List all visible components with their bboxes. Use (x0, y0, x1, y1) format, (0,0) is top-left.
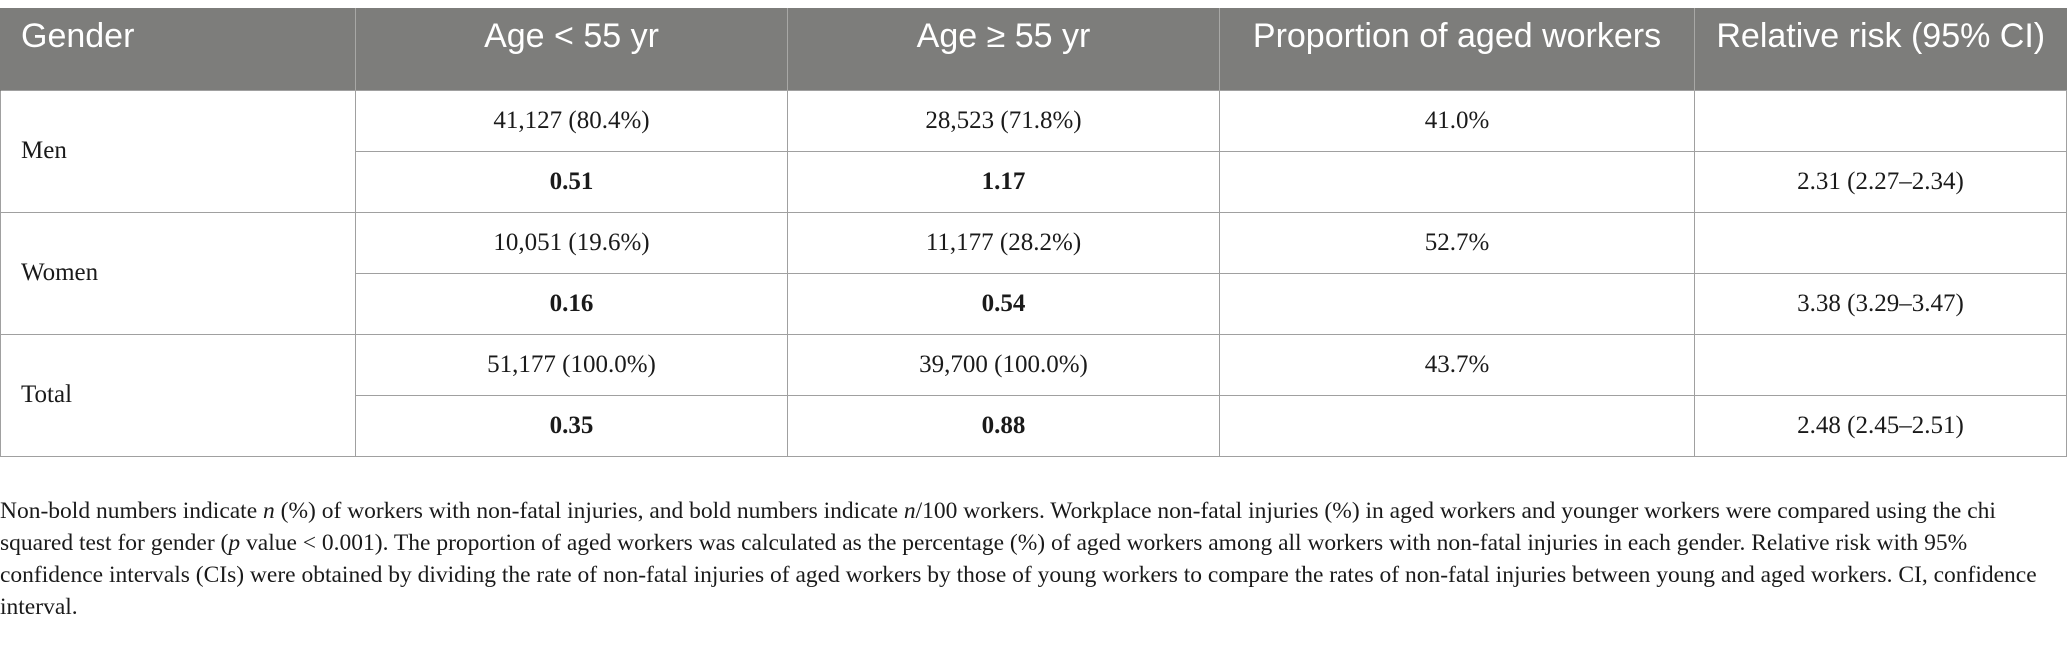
footnote-italic-n: n (903, 498, 916, 524)
count-55-plus: 28,523 (71.8%) (788, 90, 1220, 151)
table-footnote (0, 495, 2050, 623)
header-gender: Gender (1, 8, 356, 90)
header-proportion-aged: Proportion of aged workers (1220, 8, 1695, 90)
proportion-aged: 41.0% (1220, 90, 1695, 151)
header-age-55-plus: Age ≥ 55 yr (788, 8, 1220, 90)
count-55-plus: 11,177 (28.2%) (788, 212, 1220, 273)
proportion-aged: 43.7% (1220, 334, 1695, 395)
gender-label: Women (1, 212, 356, 334)
rate-55-plus: 0.88 (788, 395, 1220, 456)
relative-risk-empty (1695, 90, 2067, 151)
proportion-empty (1220, 395, 1695, 456)
table-row (1, 334, 2067, 395)
footnote-italic-n: n (263, 498, 275, 524)
rate-55-plus: 0.54 (788, 273, 1220, 334)
relative-risk-empty (1695, 212, 2067, 273)
footnote-italic-p: p (228, 530, 241, 556)
gender-label: Men (1, 90, 356, 212)
relative-risk: 3.38 (3.29–3.47) (1695, 273, 2067, 334)
footnote-text: Non-bold numbers indicate (0, 498, 264, 524)
count-under-55: 41,127 (80.4%) (356, 90, 788, 151)
injury-table (0, 8, 2067, 457)
relative-risk: 2.31 (2.27–2.34) (1695, 151, 2067, 212)
rate-55-plus: 1.17 (788, 151, 1220, 212)
footnote-text: value < 0.001). The proportion of aged workers was calculated as the percentage (%) of aged workers among all workers with non-fatal injuries in each gender. Relative risk with 95% confidence intervals (CIs) were obtained by dividing the rate of non-fatal injuries of aged workers by those of young workers to compare the rates of non-fatal injuries between young and aged workers. CI, confidence interval. (0, 530, 2037, 620)
proportion-empty (1220, 151, 1695, 212)
footnote-text: (%) of workers with non-fatal injuries, and bold numbers indicate (274, 498, 904, 524)
gender-label: Total (1, 334, 356, 456)
header-age-under-55: Age < 55 yr (356, 8, 788, 90)
footnote-text: /100 workers. Workplace non-fatal injuries (%) in aged workers and younger workers were compared using the chi squared test for gender ( (0, 498, 1996, 556)
relative-risk-empty (1695, 334, 2067, 395)
count-55-plus: 39,700 (100.0%) (788, 334, 1220, 395)
header-relative-risk: Relative risk (95% CI) (1695, 8, 2067, 90)
rate-under-55: 0.35 (356, 395, 788, 456)
relative-risk: 2.48 (2.45–2.51) (1695, 395, 2067, 456)
table-row (1, 90, 2067, 151)
rate-under-55: 0.51 (356, 151, 788, 212)
count-under-55: 51,177 (100.0%) (356, 334, 788, 395)
count-under-55: 10,051 (19.6%) (356, 212, 788, 273)
proportion-aged: 52.7% (1220, 212, 1695, 273)
proportion-empty (1220, 273, 1695, 334)
rate-under-55: 0.16 (356, 273, 788, 334)
table-row (1, 212, 2067, 273)
header-row (1, 8, 2067, 90)
